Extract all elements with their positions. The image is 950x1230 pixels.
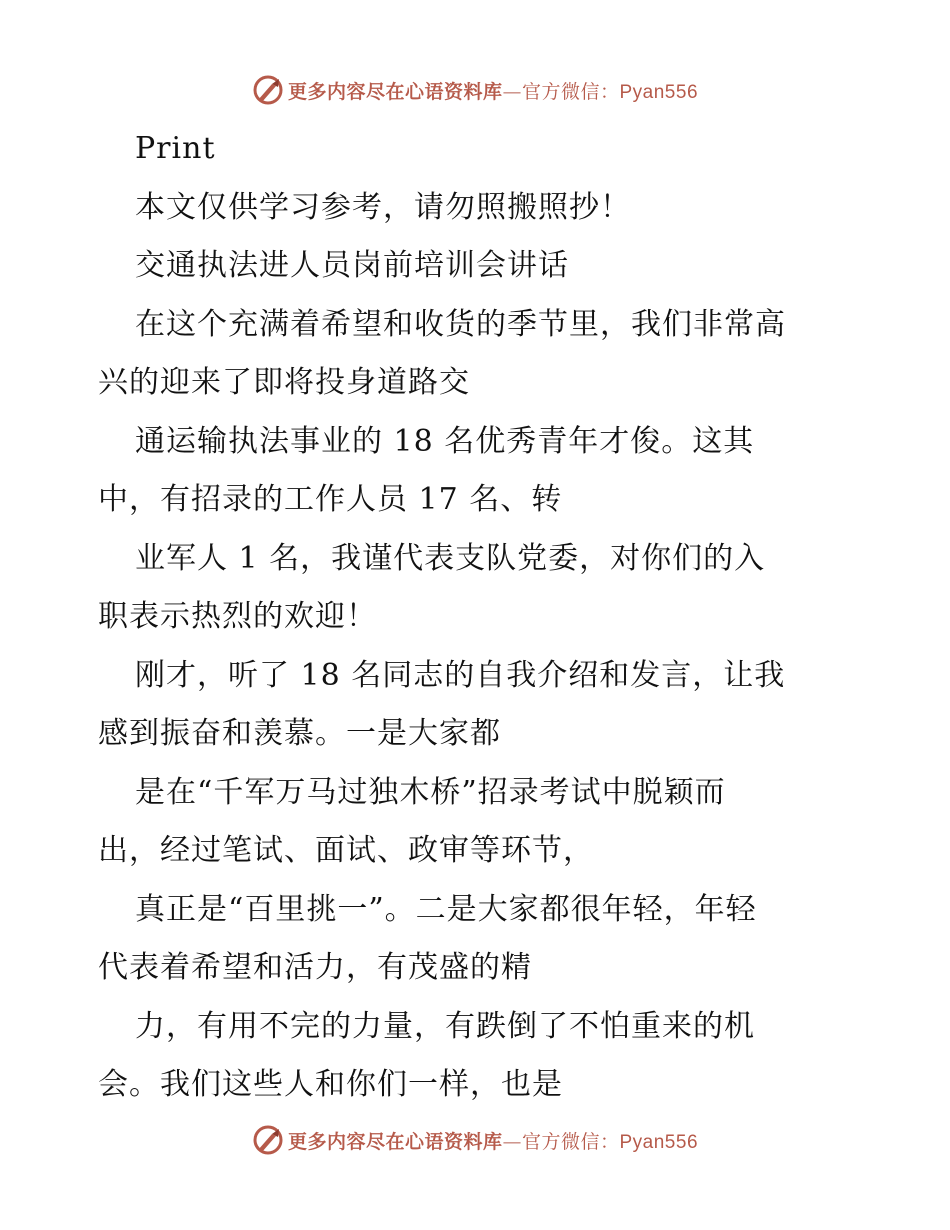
doc-line: 通运输执法事业的 18 名优秀青年才俊。这其 — [135, 423, 755, 459]
banner-contact-label: 官方微信： — [521, 1130, 620, 1153]
doc-line: 业军人 1 名，我谨代表支队党委，对你们的入 — [135, 540, 766, 576]
doc-line: 刚才，听了 18 名同志的自我介绍和发言，让我 — [135, 657, 786, 693]
doc-line: 本文仅供学习参考，请勿照搬照抄！ — [135, 189, 631, 225]
doc-title: 交通执法进人员岗前培训会讲话 — [135, 248, 569, 283]
banner-contact-label: 官方微信： — [521, 80, 620, 103]
doc-line: 会。我们这些人和你们一样，也是 — [98, 1067, 563, 1102]
doc-line: 在这个充满着希望和收货的季节里，我们非常高 — [135, 306, 786, 342]
doc-line: 感到振奋和羡慕。一是大家都 — [98, 716, 501, 751]
banner-contact-id: Pyan556 — [619, 81, 699, 103]
banner-contact-id: Pyan556 — [619, 1131, 699, 1153]
banner-brand-text: 更多内容尽在心语资料库 — [287, 1130, 503, 1153]
doc-line: 出，经过笔试、面试、政审等环节， — [98, 833, 594, 868]
header-watermark-banner — [0, 70, 950, 110]
pen-logo-icon — [252, 1124, 284, 1156]
doc-line: 是在“千军万马过独木桥”招录考试中脱颖而 — [135, 774, 726, 810]
doc-line: 代表着希望和活力，有茂盛的精 — [98, 950, 532, 985]
doc-line: Print — [135, 131, 216, 166]
document-body — [0, 124, 950, 1119]
doc-line: 力，有用不完的力量，有跌倒了不怕重来的机 — [135, 1008, 755, 1044]
banner-brand-text: 更多内容尽在心语资料库 — [287, 80, 503, 103]
banner-separator: — — [502, 1130, 522, 1153]
doc-line: 兴的迎来了即将投身道路交 — [98, 365, 470, 400]
footer-watermark-banner — [0, 1120, 950, 1160]
doc-line: 职表示热烈的欢迎！ — [98, 599, 377, 634]
banner-separator: — — [502, 80, 522, 103]
doc-line: 真正是“百里挑一”。二是大家都很年轻，年轻 — [135, 891, 757, 927]
doc-line: 中，有招录的工作人员 17 名、转 — [98, 482, 563, 517]
pen-logo-icon — [252, 74, 284, 106]
